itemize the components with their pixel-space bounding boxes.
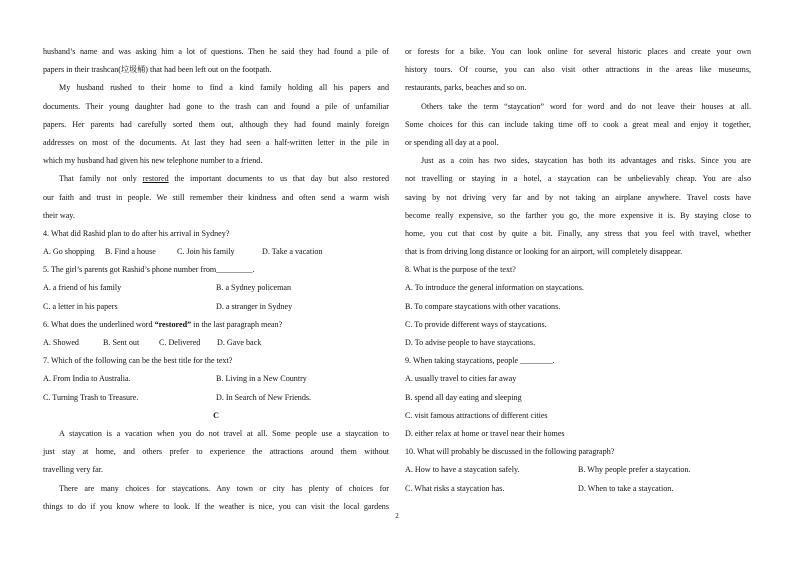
option: A. To introduce the general information on staycations. (405, 283, 584, 293)
option: C. a letter in his papers (43, 301, 118, 311)
option: D. When to take a staycation. (578, 483, 674, 493)
passage-line: their way. (43, 210, 75, 220)
option: D. To advise people to have staycations. (405, 338, 536, 347)
passage-line: husband’s name and was asking him a lot of questions. Then he said they had found a pile of (43, 47, 389, 56)
question-6-options (43, 334, 389, 352)
question-9-stem: 9. When taking staycations, people ________. (405, 356, 555, 366)
option: C. To provide different ways of staycations. (405, 319, 547, 329)
option: C. Turning Trash to Treasure. (43, 392, 139, 402)
option: D. a stranger in Sydney (216, 301, 293, 311)
question-5-stem: 5. The girl’s parents got Rashid’s phone number from_________. (43, 265, 255, 275)
question-10-options (405, 480, 751, 498)
passage-line: Just as a coin has two sides, staycation has both its advantages and risks. Since you are (421, 156, 751, 166)
passage-line: papers. Her parents had carefully sorted them out, although they had found mainly foreign (43, 119, 389, 129)
option: D. Take a vacation (262, 247, 323, 257)
passage-line: home, you cut that cost by quite a bit. Finally, any stress that you feel with travel, whether (405, 228, 751, 238)
option: B. spend all day eating and sleeping (405, 392, 522, 402)
passage-line: things to do if you know where to look. If the weather is nice, you can visit the local gardens (43, 501, 389, 511)
passage-line: My husband rushed to their home to find a kind family holding all his papers and (59, 83, 389, 93)
passage-line: That family not only restored the important documents to us that day but also restored (59, 174, 389, 184)
passage-line: just stay at home, and others prefer to experience the attractions around them without (43, 447, 389, 457)
question-6-stem: 6. What does the underlined word “restored” in the last paragraph mean? (43, 319, 283, 329)
passage-line: Some choices for this can include taking time off to cook a great meal and enjoy it together, (405, 119, 751, 129)
question-5-options (43, 279, 389, 297)
option: A. Go shopping (43, 247, 95, 257)
section-heading: C (213, 410, 219, 420)
passage-line: our faith and trust in people. We still remember their kindness and often send a warm wish (43, 192, 389, 202)
passage-line: that is from driving long distance or looking for an airport, will completely disappear. (405, 247, 683, 257)
page-number: 2 (395, 512, 399, 520)
passage-line: saving by not driving very far and by not taking an airplane anywhere. Travel costs have (405, 192, 751, 202)
passage-line: Others take the term “staycation” word for word and do not leave their houses at all. (421, 101, 751, 111)
passage-line: travelling very far. (43, 465, 104, 475)
question-10-stem: 10. What will probably be discussed in the following paragraph? (405, 447, 615, 457)
right-column (405, 43, 751, 498)
option: C. What risks a staycation has. (405, 483, 505, 493)
option: C. Join his family (177, 247, 235, 257)
underlined-word: restored (142, 174, 169, 184)
passage-line: addresses on most of the documents. At last they had seen a half-written letter in the pile in (43, 137, 389, 147)
option: B. a Sydney policeman (216, 283, 292, 293)
passage-line: become really expensive, so the farther you go, the more expensive it is. By staying close to (405, 210, 751, 220)
passage-line: A staycation is a vacation when you do not travel at all. Some people use a staycation to (59, 428, 389, 438)
question-4-stem: 4. What did Rashid plan to do after his arrival in Sydney? (43, 228, 230, 238)
option: C. Delivered (159, 338, 201, 347)
question-7-options (43, 370, 389, 388)
option: A. Showed (43, 338, 79, 347)
option: C. visit famous attractions of different cities (405, 410, 548, 420)
passage-line: documents. Their young daughter had gone to the trash can and found a pile of unfamiliar (43, 101, 389, 111)
passage-line: There are many choices for staycations. Any town or city has plenty of choices for (59, 483, 389, 493)
option: B. To compare staycations with other vacations. (405, 301, 561, 311)
passage-line: not travelling or staying in a hotel, a staycation can be unbelievably cheap. You are also (405, 174, 751, 184)
option: D. Gave back (217, 338, 262, 347)
passage-line: history tours. Of course, you can also visit other attractions in the areas like museums, (405, 65, 751, 75)
question-7-options (43, 389, 389, 407)
option: A. From India to Australia. (43, 374, 131, 384)
option: D. either relax at home or travel near their homes (405, 428, 565, 438)
question-7-stem: 7. Which of the following can be the best title for the text? (43, 356, 233, 366)
question-8-stem: 8. What is the purpose of the text? (405, 265, 516, 275)
option: B. Sent out (103, 338, 140, 347)
question-4-options (43, 243, 389, 261)
option: B. Find a house (105, 247, 156, 257)
option: D. In Search of New Friends. (216, 392, 312, 402)
option: A. a friend of his family (43, 283, 122, 293)
passage-line: papers in their trashcan(垃圾桶) that had been left out on the footpath. (43, 65, 272, 75)
passage-line: restaurants, parks, beaches and so on. (405, 83, 527, 93)
left-column (43, 43, 389, 516)
option: A. usually travel to cities far away (405, 374, 517, 384)
passage-line: or spending all day at a pool. (405, 137, 499, 147)
passage-line: or forests for a bike. You can look online for several historic places and create your own (405, 47, 751, 56)
option: A. How to have a staycation safely. (405, 465, 520, 475)
passage-line: which my husband had given his new telephone number to a friend. (43, 156, 263, 166)
option: B. Living in a New Country (216, 374, 307, 384)
option: B. Why people prefer a staycation. (578, 465, 691, 475)
question-10-options (405, 461, 751, 479)
question-5-options (43, 298, 389, 316)
